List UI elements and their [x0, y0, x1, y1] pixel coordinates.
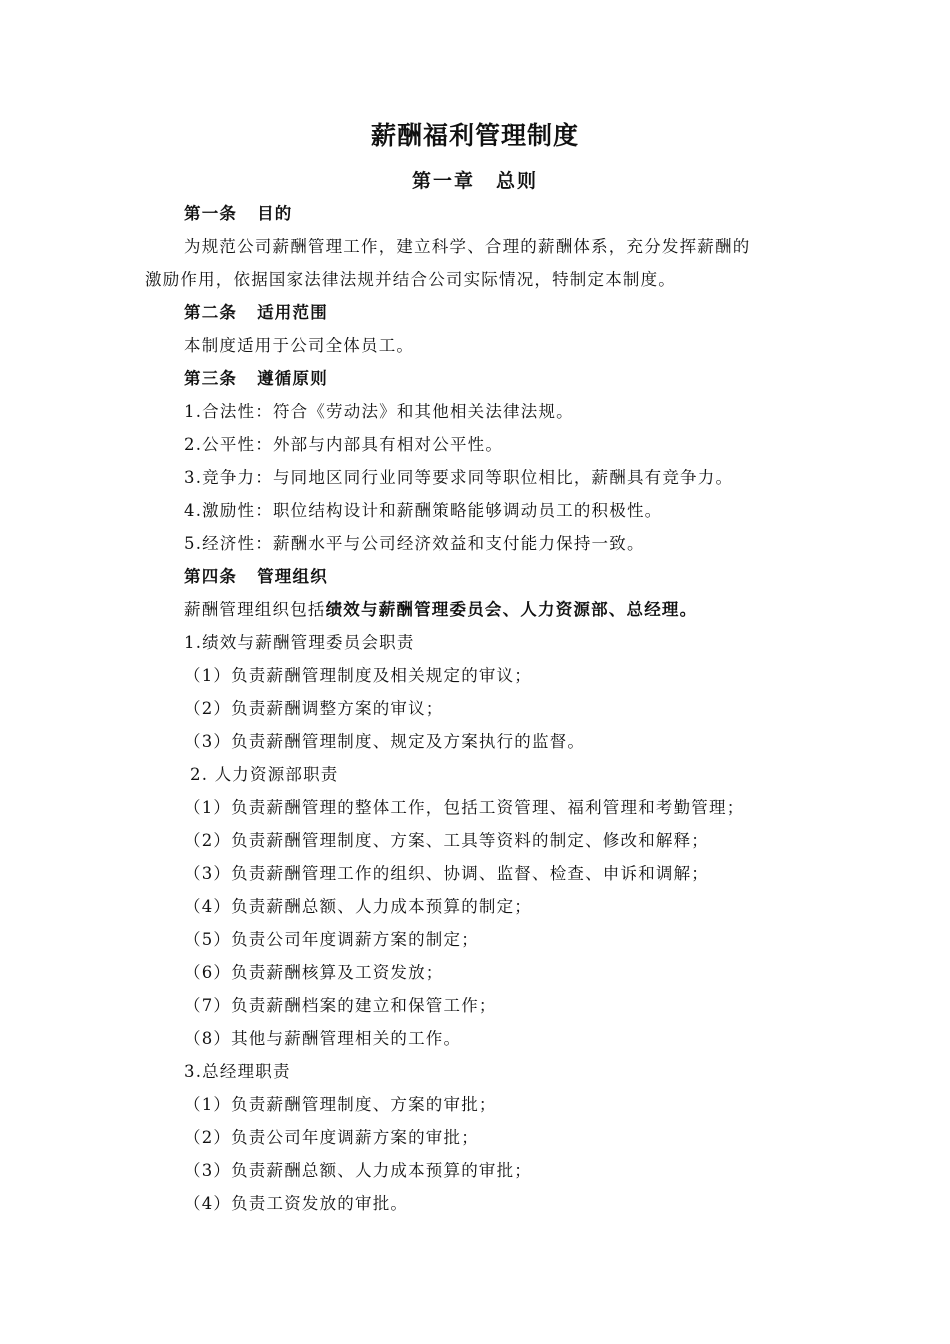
article-4-intro — [184, 598, 697, 622]
chapter-heading: 第一章 总则 — [411, 170, 538, 192]
list-item: （2）负责薪酬管理制度、方案、工具等资料的制定、修改和解释； — [184, 831, 709, 850]
list-item: （8）其他与薪酬管理相关的工作。 — [184, 1029, 462, 1048]
list-item: （3）负责薪酬管理工作的组织、协调、监督、检查、申诉和调解； — [184, 864, 709, 883]
list-item: （7）负责薪酬档案的建立和保管工作； — [184, 996, 497, 1015]
principle-item: 5.经济性：薪酬水平与公司经济效益和支付能力保持一致。 — [184, 534, 645, 553]
list-item: （1）负责薪酬管理制度、方案的审批； — [184, 1095, 497, 1114]
principle-item: 3.竞争力：与同地区同行业同等要求同等职位相比，薪酬具有竞争力。 — [184, 468, 734, 487]
principle-item: 2.公平性：外部与内部具有相对公平性。 — [184, 435, 504, 454]
list-item: （6）负责薪酬核算及工资发放； — [184, 963, 444, 982]
principle-item: 1.合法性：符合《劳动法》和其他相关法律法规。 — [184, 402, 574, 421]
list-item: （2）负责公司年度调薪方案的审批； — [184, 1128, 479, 1147]
article-3-heading — [184, 367, 328, 391]
section-3-title: 3.总经理职责 — [184, 1062, 291, 1081]
article-4-name: 管理组织 — [257, 567, 328, 586]
list-item: （4）负责薪酬总额、人力成本预算的制定； — [184, 897, 532, 916]
article-1-name: 目的 — [257, 204, 293, 223]
list-item: （4）负责工资发放的审批。 — [184, 1194, 409, 1213]
article-2-heading — [184, 301, 328, 325]
article-4-heading — [184, 565, 328, 589]
article-2-number: 第二条 — [184, 303, 238, 322]
list-item: （3）负责薪酬管理制度、规定及方案执行的监督。 — [184, 732, 586, 751]
list-item: （3）负责薪酬总额、人力成本预算的审批； — [184, 1161, 532, 1180]
principle-item: 4.激励性：职位结构设计和薪酬策略能够调动员工的积极性。 — [184, 501, 663, 520]
article-1-number: 第一条 — [184, 204, 238, 223]
list-item: （1）负责薪酬管理制度及相关规定的审议； — [184, 666, 532, 685]
list-item: （2）负责薪酬调整方案的审议； — [184, 699, 444, 718]
list-item: （5）负责公司年度调薪方案的制定； — [184, 930, 479, 949]
article-4-number: 第四条 — [184, 567, 238, 586]
article-1-heading — [184, 202, 293, 226]
article-1-text-line-1: 为规范公司薪酬管理工作，建立科学、合理的薪酬体系，充分发挥薪酬的 — [184, 237, 751, 256]
article-4-intro-plain: 薪酬管理组织包括 — [184, 600, 326, 619]
article-1-text-line-2: 激励作用，依据国家法律法规并结合公司实际情况，特制定本制度。 — [145, 270, 676, 289]
article-3-name: 遵循原则 — [257, 369, 328, 388]
document-title: 薪酬福利管理制度 — [370, 121, 579, 150]
section-1-title: 1.绩效与薪酬管理委员会职责 — [184, 633, 415, 652]
article-3-number: 第三条 — [184, 369, 238, 388]
article-2-name: 适用范围 — [257, 303, 328, 322]
section-2-title: 2. 人力资源部职责 — [190, 765, 339, 784]
list-item: （1）负责薪酬管理的整体工作，包括工资管理、福利管理和考勤管理； — [184, 798, 745, 817]
article-4-intro-bold: 绩效与薪酬管理委员会、人力资源部、总经理。 — [325, 600, 698, 619]
article-2-text: 本制度适用于公司全体员工。 — [184, 336, 415, 355]
